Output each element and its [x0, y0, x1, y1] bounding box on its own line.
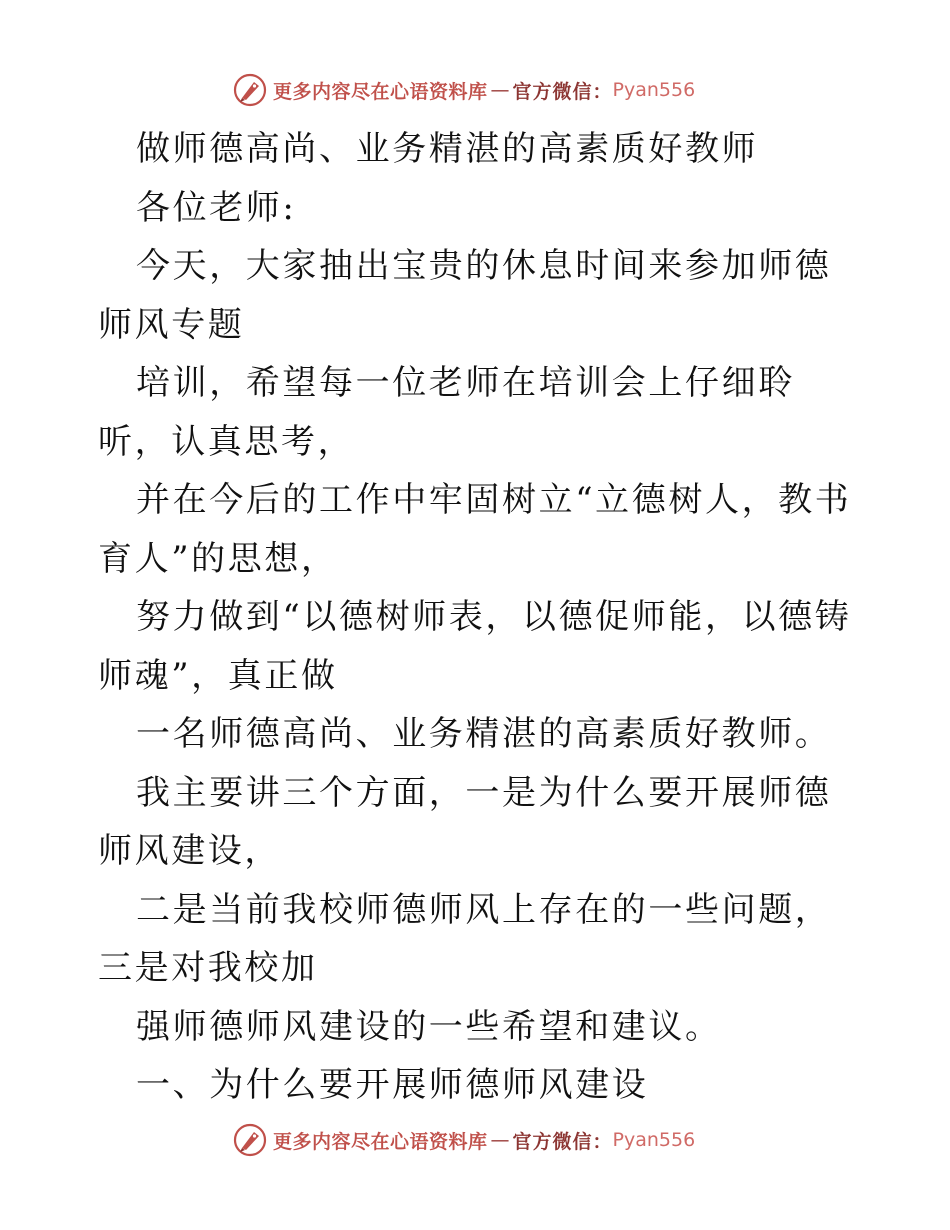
paragraph: 努力做到“以德树师表，以德促师能，以德铸师魂”，真正做 [98, 597, 852, 696]
header-watermark-banner [233, 72, 695, 108]
footer-watermark-banner [233, 1122, 695, 1158]
banner-separator: — [490, 79, 510, 101]
section-heading: 一、为什么要开展师德师风建设 [136, 1065, 649, 1105]
paragraph: 二是当前我校师德师风上存在的一些问题，三是对我校加 [98, 889, 832, 988]
banner-wechat-label: 官方微信： [512, 80, 613, 103]
pen-nib-logo-icon [233, 73, 267, 107]
document-title: 做师德高尚、业务精湛的高素质好教师 [136, 129, 759, 169]
pen-nib-logo-icon [233, 1123, 267, 1157]
banner-slogan: 更多内容尽在心语资料库 [273, 80, 488, 103]
paragraph: 我主要讲三个方面，一是为什么要开展师德师风建设， [98, 772, 832, 871]
document-body [98, 120, 856, 1115]
paragraph: 今天，大家抽出宝贵的休息时间来参加师德师风专题 [98, 246, 832, 345]
paragraph: 一名师德高尚、业务精湛的高素质好教师。 [136, 714, 832, 754]
paragraph: 培训，希望每一位老师在培训会上仔细聆听，认真思考， [98, 363, 795, 462]
banner-wechat-id: Pyan556 [612, 1129, 696, 1151]
paragraph: 各位老师: [136, 187, 297, 228]
banner-slogan: 更多内容尽在心语资料库 [273, 1130, 488, 1153]
banner-wechat-id: Pyan556 [612, 79, 696, 101]
banner-separator: — [490, 1129, 510, 1151]
banner-wechat-label: 官方微信： [512, 1130, 613, 1153]
paragraph: 并在今后的工作中牢固树立“立德树人，教书育人”的思想， [98, 480, 852, 579]
paragraph: 强师德师风建设的一些希望和建议。 [136, 1006, 722, 1047]
